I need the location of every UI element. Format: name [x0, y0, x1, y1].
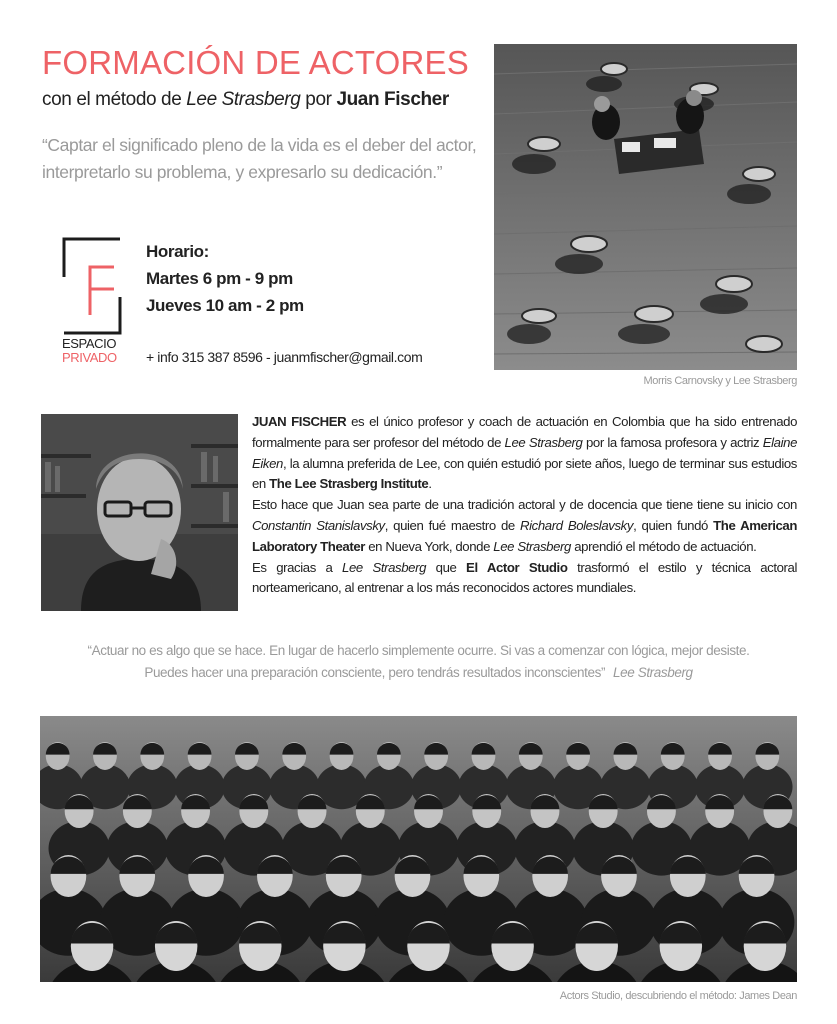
actors-studio-photo — [40, 716, 797, 982]
schedule-slot: Martes 6 pm - 9 pm — [146, 269, 293, 288]
opening-quote — [42, 132, 492, 186]
strasberg-quote-line: “Actuar no es algo que se hace. En lugar de hacerlo simplemente ocurre. Si vas a comenzar con lógica, mejor desiste. — [87, 643, 750, 658]
espacio-privado-logo — [62, 237, 132, 369]
logo-word-espacio: ESPACIO — [62, 336, 117, 351]
strasberg-quote-line — [40, 662, 797, 684]
bio-text: trasformó el estilo y técnica actoral norteamericano, al entrenar a los más reconocidos actores mundiales. — [252, 559, 797, 596]
quote-author: Lee Strasberg — [613, 665, 693, 680]
bio-text: en Nueva York, donde — [364, 538, 494, 554]
contact-info[interactable]: + info 315 387 8596 - juanmfischer@gmail.com — [146, 349, 423, 365]
schedule-block — [146, 238, 304, 319]
strasberg-quote — [40, 640, 797, 684]
bio-text: Lee Strasberg — [342, 559, 427, 575]
strasberg-quote-text: Puedes hacer una preparación consciente, pero tendrás resultados inconscientes” — [144, 665, 606, 680]
subtitle-author: Juan Fischer — [336, 89, 449, 110]
bio-text: , la alumna preferida de Lee, con quién estudió por siete años, luego de terminar sus estudios en — [252, 455, 797, 492]
subtitle-strasberg: Lee Strasberg — [186, 89, 301, 110]
juan-fischer-portrait — [41, 414, 238, 611]
schedule-heading: Horario: — [146, 242, 209, 261]
bio-text: Constantin Stanislavsky — [252, 517, 385, 533]
subtitle-connector: por — [300, 89, 337, 110]
bio-text: Es gracias a — [252, 559, 343, 575]
actors-studio-caption: Actors Studio, descubriendo el método: James Dean — [559, 990, 797, 1002]
rehearsal-photo-caption: Morris Carnovsky y Lee Strasberg — [643, 375, 797, 387]
bio-paragraph — [252, 558, 797, 600]
bio-text: El Actor Studio — [466, 559, 568, 575]
bio-text: aprendió el método de actuación. — [570, 538, 757, 554]
bio-text: Richard Boleslavsky — [520, 517, 634, 533]
bio-text: Elaine Eiken — [252, 434, 798, 471]
rehearsal-photo-image — [494, 44, 797, 370]
rehearsal-photo — [494, 44, 797, 370]
bio-paragraph — [252, 412, 797, 495]
bio-text: por la famosa profesora y actriz — [582, 434, 763, 450]
bio-name: JUAN FISCHER — [252, 414, 347, 429]
bio-text: The American Laboratory Theater — [252, 517, 797, 554]
bio-text: que — [426, 559, 467, 575]
opening-quote-line: interpretarlo su problema, y expresarlo su dedicación.” — [42, 162, 443, 182]
bio-text: The Lee Strasberg Institute — [269, 476, 429, 492]
bio-text: Lee Strasberg — [493, 538, 571, 554]
bio-text: Esto hace que Juan sea parte de una tradición actoral y de docencia que tiene tiene su inicio con — [252, 497, 797, 513]
bio-paragraph — [252, 495, 797, 557]
subtitle — [42, 89, 449, 111]
bio-text: , quien fundó — [633, 517, 714, 533]
subtitle-prefix: con el método de — [42, 89, 187, 110]
schedule-slot: Jueves 10 am - 2 pm — [146, 296, 304, 315]
opening-quote-line: “Captar el significado pleno de la vida es el deber del actor, — [42, 135, 477, 155]
page-title: FORMACIÓN DE ACTORES — [42, 44, 469, 81]
biography — [252, 412, 797, 599]
bio-text: . — [428, 476, 432, 492]
logo-word-privado: PRIVADO — [62, 350, 117, 365]
logo-mark-icon — [62, 237, 124, 335]
bio-text: es el único profesor y coach de actuación en Colombia que ha sido entrenado formalmente para ser profesor del método de — [252, 414, 798, 450]
actors-studio-image — [40, 716, 797, 982]
bio-text: , quien fué maestro de — [384, 517, 520, 533]
bio-text: Lee Strasberg — [504, 434, 583, 450]
portrait-image — [41, 414, 238, 611]
